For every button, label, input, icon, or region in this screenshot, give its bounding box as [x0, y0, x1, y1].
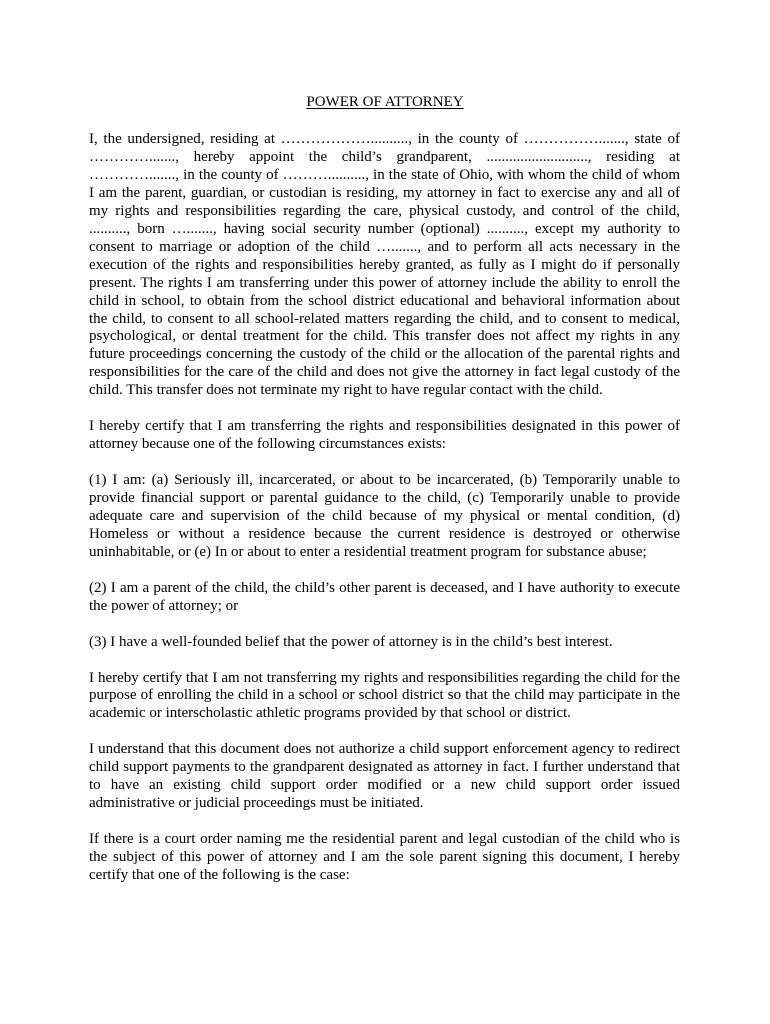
paragraph-certification-circumstances: I hereby certify that I am transferring the rights and responsibilities designated in this power of attorney because one of the following circumstances exists:	[89, 418, 680, 453]
paragraph-child-support: I understand that this document does not authorize a child support enforcement agency to redirect child support payments to the grandparent designated as attorney in fact. I further understand that to have an existing child support order modified or a new child support order issued administrative or judicial proceedings must be initiated.	[89, 741, 680, 812]
paragraph-circumstance-1: (1) I am: (a) Seriously ill, incarcerated, or about to be incarcerated, (b) Temporarily unable to provide financial support or parental guidance to the child, (c) Temporarily unable to provide adequate care and supervision of the child because of my physical or mental condition, (d) Homeless or without a residence because the current residence is destroyed or otherwise uninhabitable, or (e) In or about to enter a residential treatment program for substance abuse;	[89, 472, 680, 560]
document-title: POWER OF ATTORNEY	[306, 94, 464, 110]
paragraph-circumstance-2: (2) I am a parent of the child, the child’s other parent is deceased, and I have authority to execute the power of attorney; or	[89, 579, 680, 614]
paragraph-circumstance-3: (3) I have a well-founded belief that the power of attorney is in the child’s best interest.	[89, 633, 613, 650]
paragraph-not-for-enrollment: I hereby certify that I am not transferring my rights and responsibilities regarding the child for the purpose of enrolling the child in a school or school district so that the child may participate in the academic or interscholastic athletic programs provided by that school or district.	[89, 669, 680, 722]
document-body	[89, 131, 680, 903]
paragraph-appointment: I, the undersigned, residing at ……………….........., in the county of ……………......., state of …………......., hereby appoint the child’s grandparent, ..........................., residing at …………......., in the county of ……….........., in the state of Ohio, with whom the child of whom I am the parent, guardian, or custodian is residing, my attorney in fact to exercise any and all of my rights and responsibilities regarding the care, physical custody, and control of the child, .........., born …......., having social security number (optional) .........., except my authority to consent to marriage or adoption of the child …......., and to perform all acts necessary in the execution of the rights and responsibilities hereby granted, as fully as I might do if personally present. The rights I am transferring under this power of attorney include the ability to enroll the child in school, to obtain from the school district educational and behavioral information about the child, to consent to all school-related matters regarding the child, and to consent to medical, psychological, or dental treatment for the child. This transfer does not affect my rights in any future proceedings concerning the custody of the child or the allocation of the parental rights and responsibilities for the care of the child and does not give the attorney in fact legal custody of the child. This transfer does not terminate my right to have regular contact with the child.	[89, 131, 680, 399]
paragraph-court-order: If there is a court order naming me the residential parent and legal custodian of the child who is the subject of this power of attorney and I am the sole parent signing this document, I hereby certify that one of the following is the case:	[89, 831, 680, 883]
